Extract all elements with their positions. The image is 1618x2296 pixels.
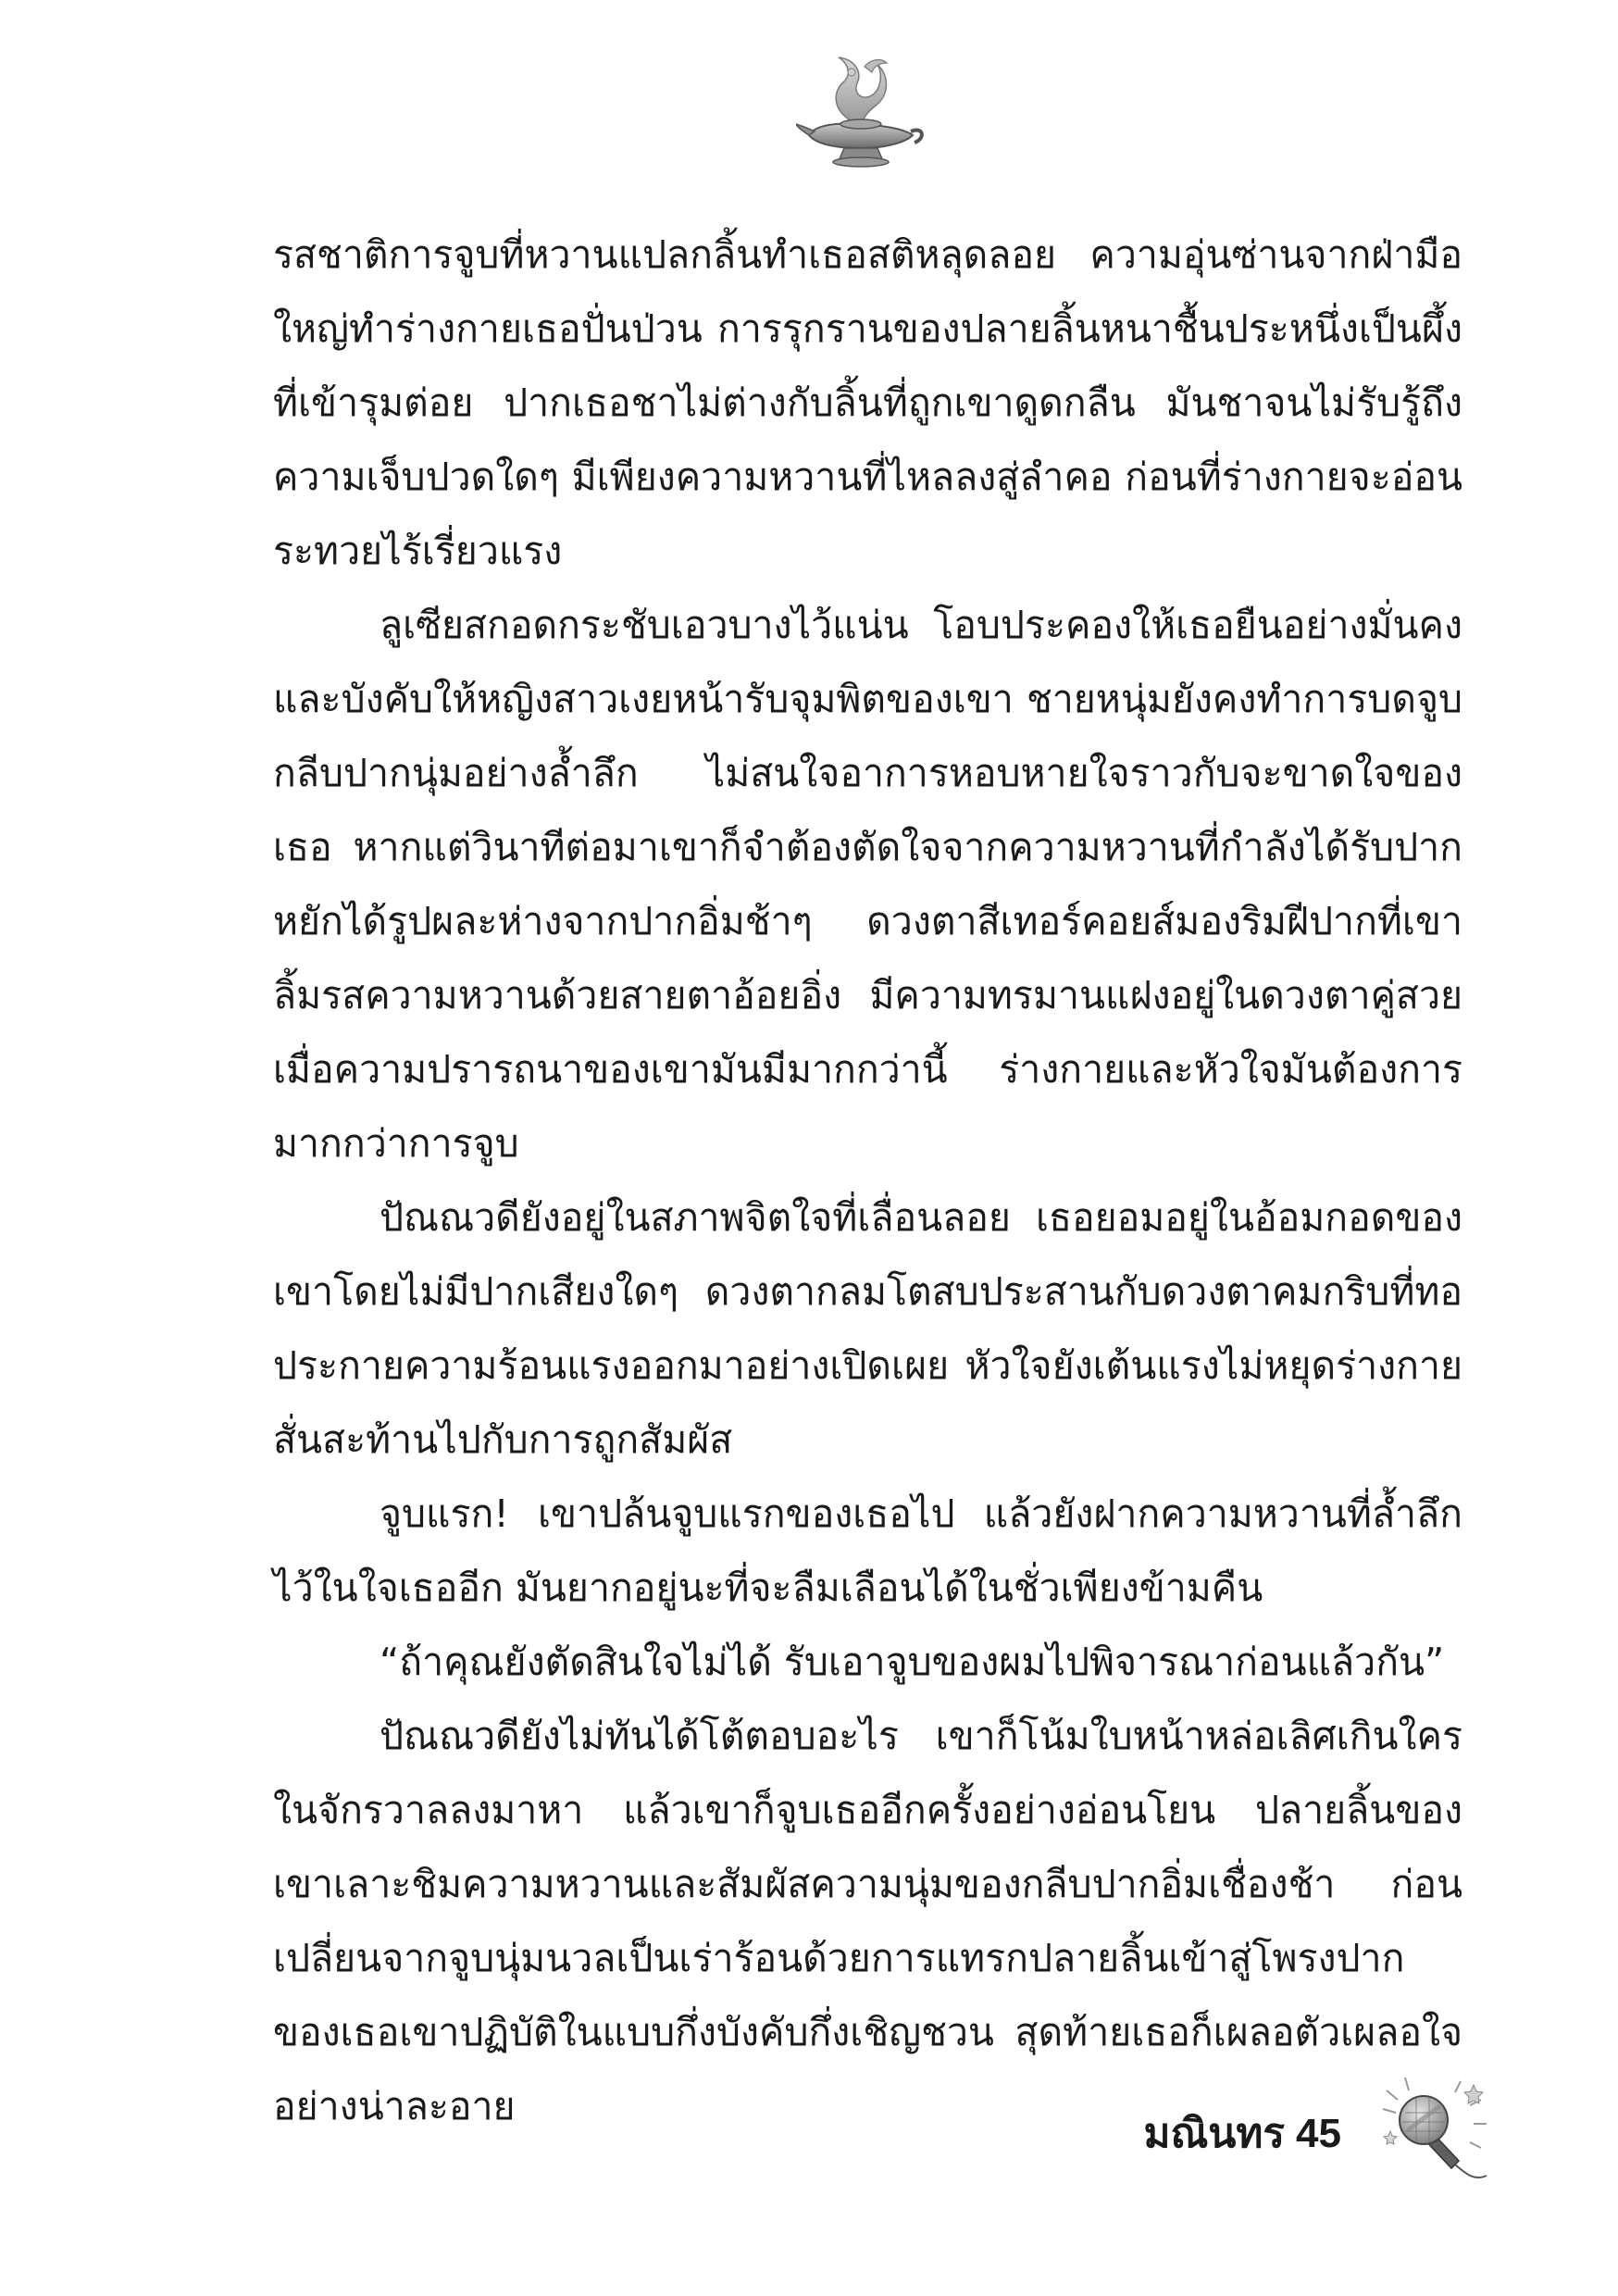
paragraph-5-dialogue: “ถ้าคุณยังตัดสินใจไม่ได้ รับเอาจูบของผมไปพิจารณาก่อนแล้วกัน” [380, 1640, 1445, 1684]
paragraph-4: จูบแรก! เขาปล้นจูบแรกของเธอไป แล้วยังฝากความหวานที่ล้ำลึกไว้ในใจเธออีก มันยากอยู่นะที่จะลืมเลือนได้ในชั่วเพียงข้ามคืน [273, 1491, 1462, 1610]
footer-author: มณินทร [1143, 2110, 1285, 2157]
page-number: 45 [1296, 2111, 1341, 2156]
paragraph-2: ลูเซียสกอดกระชับเอวบางไว้แน่น โอบประคองให้เธอยืนอย่างมั่นคงและบังคับให้หญิงสาวเงยหน้ารับจุมพิตของเขา ชายหนุ่มยังคงทำการบดจูบกลีบปากนุ่มอย่างล้ำลึก ไม่สนใจอาการหอบหายใจราวกับจะขาดใจของเธอ หากแต่วินาทีต่อมาเขาก็จำต้องตัดใจจากความหวานที่กำลังได้รับปากหยักได้รูปผละห่างจากปากอิ่มช้าๆ ดวงตาสีเทอร์คอยส์มองริมฝีปากที่เขาลิ้มรสความหวานด้วยสายตาอ้อยอิ่ง มีความทรมานแฝงอยู่ในดวงตาคู่สวยเมื่อความปรารถนาของเขามันมีมากกว่านี้ ร่างกายและหัวใจมันต้องการมากกว่าการจูบ [273, 603, 1462, 1166]
paragraph-6: ปัณณวดียังไม่ทันได้โต้ตอบอะไร เขาก็โน้มใบหน้าหล่อเลิศเกินใครในจักรวาลลงมาหา แล้วเขาก็จูบเธออีกครั้งอย่างอ่อนโยน ปลายลิ้นของเขาเลาะชิมความหวานและสัมผัสความนุ่มของกลีบปากอิ่มเชื่องช้า ก่อนเปลี่ยนจากจูบนุ่มนวลเป็นเร่าร้อนด้วยการแทรกปลายลิ้นเข้าสู่โพรงปากของเธอเขาปฏิบัติในแบบกึ่งบังคับกึ่งเชิญชวน สุดท้ายเธอก็เผลอตัวเผลอใจอย่างน่าละอาย [273, 1714, 1462, 2128]
body-text [273, 218, 1462, 2143]
paragraph-1: รสชาติการจูบที่หวานแปลกลิ้นทำเธอสติหลุดลอย ความอุ่นซ่านจากฝ่ามือใหญ่ทำร่างกายเธอปั่นป่วน การรุกรานของปลายลิ้นหนาชื้นประหนึ่งเป็นผึ้งที่เข้ารุมต่อย ปากเธอชาไม่ต่างกับลิ้นที่ถูกเขาดูดกลืน มันชาจนไม่รับรู้ถึงความเจ็บปวดใดๆ มีเพียงความหวานที่ไหลลงสู่ลำคอ ก่อนที่ร่างกายจะอ่อนระทวยไร้เรี่ยวแรง [273, 232, 1462, 573]
microphone-icon [1377, 2072, 1493, 2188]
paragraph-3: ปัณณวดียังอยู่ในสภาพจิตใจที่เลื่อนลอย เธอยอมอยู่ในอ้อมกอดของเขาโดยไม่มีปากเสียงใดๆ ดวงตากลมโตสบประสานกับดวงตาคมกริบที่ทอประกายความร้อนแรงออกมาอย่างเปิดเผย หัวใจยังเต้นแรงไม่หยุดร่างกายสั่นสะท้านไปกับการถูกสัมผัส [273, 1195, 1462, 1462]
genie-lamp-icon [796, 46, 926, 171]
